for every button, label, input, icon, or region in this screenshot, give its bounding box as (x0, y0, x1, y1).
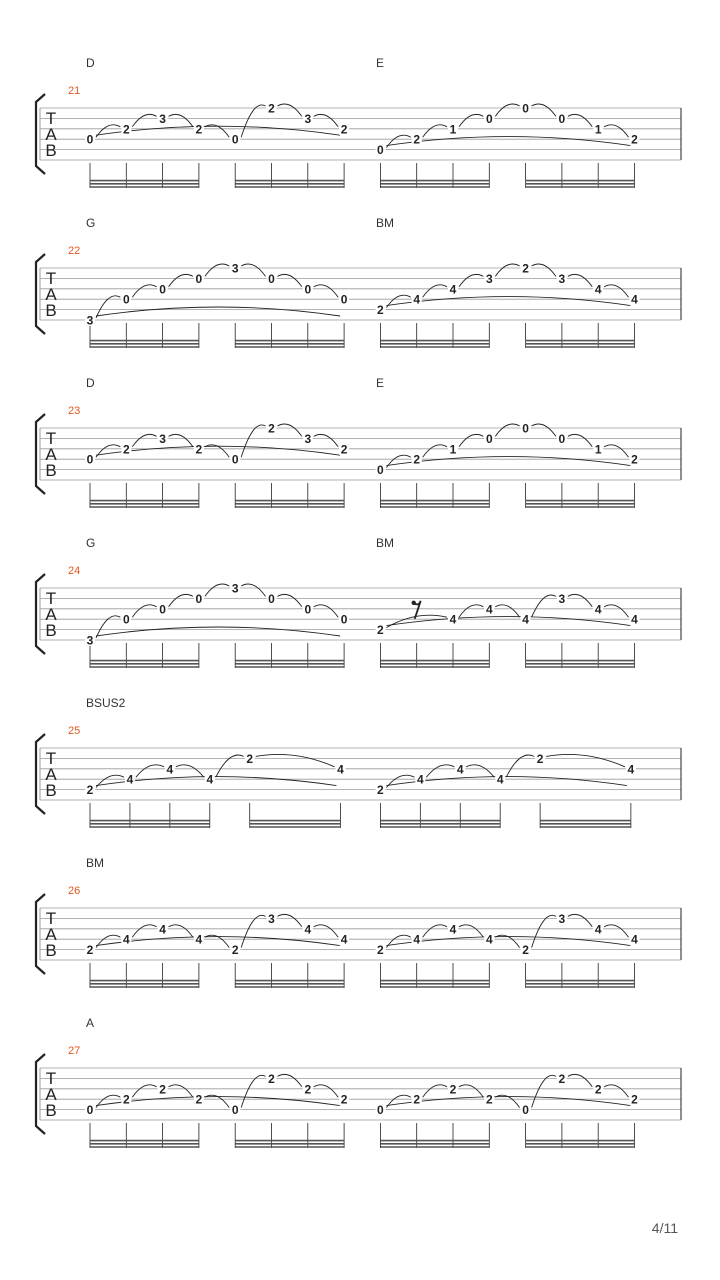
slur (604, 445, 628, 457)
slur (314, 605, 338, 617)
fret-number: 4 (594, 282, 602, 297)
slur (132, 605, 156, 617)
slur (423, 1085, 447, 1097)
fret-number: 1 (594, 442, 602, 457)
fret-number: 0 (485, 111, 493, 126)
slur (241, 915, 265, 947)
slur (169, 434, 193, 446)
slur (278, 104, 302, 116)
fret-number: 3 (558, 271, 566, 286)
fret-number: 0 (268, 591, 275, 606)
slur (314, 285, 338, 297)
chord-name: D (86, 376, 95, 390)
tab-clef-letter: A (45, 765, 57, 784)
slur (568, 914, 592, 926)
slur (423, 125, 447, 137)
fret-number: 0 (122, 292, 130, 307)
bar-number: 24 (68, 565, 81, 577)
fret-number: 2 (231, 943, 239, 958)
slur (205, 584, 229, 596)
fret-number: 2 (268, 1071, 275, 1086)
fret-number: 0 (159, 602, 166, 617)
fret-number: 2 (195, 1092, 203, 1107)
fret-number: 4 (166, 762, 174, 777)
tab-clef-letter: B (45, 141, 57, 160)
fret-number: 3 (86, 313, 94, 328)
chord-name: BM (376, 216, 394, 230)
slur (568, 434, 592, 446)
fret-number: 2 (377, 783, 384, 798)
fret-number: 2 (449, 1082, 457, 1097)
fret-number: 0 (195, 591, 203, 606)
fret-number: 3 (558, 911, 566, 926)
slur (546, 754, 625, 766)
fret-number: 4 (631, 292, 638, 307)
fret-number: 2 (631, 132, 638, 147)
slur (532, 264, 556, 276)
fret-number: 4 (337, 762, 344, 777)
fret-number: 4 (522, 612, 529, 627)
slur (604, 285, 628, 297)
slur (386, 775, 414, 787)
fret-number: 2 (631, 1092, 638, 1107)
chord-name: A (86, 1016, 95, 1030)
fret-number: 0 (485, 431, 493, 446)
fret-number: 4 (449, 922, 457, 937)
fret-number: 3 (86, 633, 94, 648)
fret-number: 1 (449, 122, 457, 137)
bar-number: 23 (68, 405, 81, 417)
tab-clef-letter: B (45, 941, 57, 960)
fret-number: 3 (558, 591, 566, 606)
fret-number: 2 (558, 1071, 566, 1086)
fret-number: 4 (594, 602, 602, 617)
fret-number: 4 (413, 932, 421, 947)
slur (314, 434, 338, 446)
tab-clef-letter: A (45, 605, 57, 624)
fret-number: 4 (122, 932, 130, 947)
slur (96, 775, 124, 787)
fret-number: 0 (340, 612, 348, 627)
fret-number: 0 (159, 282, 166, 297)
tab-clef-letter: A (45, 925, 57, 944)
bar-number: 27 (68, 1045, 81, 1057)
tab-clef-letter: A (45, 445, 57, 464)
let-ring-arc (386, 457, 630, 466)
slur (169, 1085, 193, 1097)
fret-number: 0 (231, 1103, 239, 1118)
slur (386, 1095, 410, 1107)
tab-clef-letter: T (45, 909, 57, 928)
fret-number: 2 (86, 943, 94, 958)
chord-name: D (86, 56, 95, 70)
tab-clef-letter: A (45, 125, 57, 144)
slur (423, 925, 447, 937)
fret-number: 3 (304, 111, 312, 126)
fret-number: 1 (594, 122, 602, 137)
fret-number: 0 (558, 111, 566, 126)
fret-number: 2 (522, 261, 529, 276)
slur (136, 765, 164, 777)
slur (459, 925, 483, 937)
fret-number: 2 (377, 623, 384, 638)
fret-number: 4 (485, 932, 493, 947)
slur (169, 925, 193, 937)
fret-number: 4 (413, 292, 421, 307)
fret-number: 0 (522, 101, 529, 116)
let-ring-arc (96, 446, 340, 455)
slur (495, 424, 519, 436)
fret-number: 2 (594, 1082, 602, 1097)
fret-number: 2 (522, 943, 529, 958)
bar-number: 26 (68, 885, 81, 897)
fret-number: 4 (416, 772, 424, 787)
let-ring-arc (96, 307, 340, 316)
fret-number: 3 (304, 431, 312, 446)
chord-name: G (86, 536, 96, 550)
fret-number: 3 (231, 261, 239, 276)
tab-clef-letter: T (45, 429, 57, 448)
fret-number: 0 (377, 463, 384, 478)
fret-number: 2 (413, 1092, 421, 1107)
fret-number: 0 (231, 452, 239, 467)
chord-name: BM (376, 536, 394, 550)
chord-name: BSUS2 (86, 696, 126, 710)
slur (314, 114, 338, 126)
let-ring-arc (386, 937, 630, 946)
fret-number: 0 (86, 1103, 94, 1118)
slur (532, 915, 556, 947)
fret-number: 2 (122, 122, 130, 137)
fret-number: 0 (558, 431, 566, 446)
slur (169, 114, 193, 126)
fret-number: 2 (340, 122, 348, 137)
fret-number: 4 (195, 932, 203, 947)
slur (241, 1075, 265, 1107)
fret-number: 0 (195, 271, 203, 286)
fret-number: 2 (122, 442, 130, 457)
fret-number: 2 (304, 1082, 312, 1097)
chord-name: E (376, 376, 385, 390)
tab-clef-letter: A (45, 285, 57, 304)
slur (495, 264, 519, 276)
fret-number: 2 (340, 1092, 348, 1107)
slur (532, 104, 556, 116)
slur (604, 1085, 628, 1097)
slur (426, 765, 454, 777)
chord-name: G (86, 216, 96, 230)
fret-number: 0 (304, 282, 312, 297)
let-ring-arc (386, 297, 630, 306)
slur (459, 274, 483, 286)
slur (132, 925, 156, 937)
bar-number: 21 (68, 85, 81, 97)
fret-number: 2 (122, 1092, 130, 1107)
slur (532, 1075, 556, 1107)
fret-number: 1 (449, 442, 457, 457)
fret-number: 3 (485, 271, 493, 286)
fret-number: 4 (456, 762, 464, 777)
let-ring-arc (386, 1097, 630, 1106)
bar-number: 25 (68, 725, 81, 737)
fret-number: 0 (340, 292, 348, 307)
tab-clef-letter: B (45, 461, 57, 480)
slur (459, 1085, 483, 1097)
slur (176, 765, 204, 777)
fret-number: 4 (340, 932, 348, 947)
fret-number: 3 (159, 111, 166, 126)
fret-number: 4 (631, 612, 638, 627)
fret-number: 2 (413, 452, 421, 467)
slur (96, 125, 120, 137)
tab-clef-letter: T (45, 1069, 57, 1088)
fret-number: 2 (485, 1092, 493, 1107)
slur (495, 104, 519, 116)
slur (568, 274, 592, 286)
slur (241, 264, 265, 276)
let-ring-arc (96, 1097, 340, 1106)
fret-number: 4 (159, 922, 166, 937)
fret-number: 0 (522, 1103, 529, 1118)
slur (169, 594, 193, 606)
tab-clef-letter: B (45, 301, 57, 320)
fret-number: 2 (377, 943, 384, 958)
fret-number: 2 (268, 421, 275, 436)
fret-number: 2 (536, 751, 544, 766)
slur (96, 1095, 120, 1107)
fret-number: 4 (627, 762, 635, 777)
slur (132, 285, 156, 297)
fret-number: 4 (594, 922, 602, 937)
rest-dot (412, 601, 416, 605)
fret-number: 2 (268, 101, 275, 116)
slur (241, 584, 265, 596)
fret-number: 2 (195, 442, 203, 457)
slur (96, 445, 120, 457)
let-ring-arc (96, 627, 340, 636)
slur (459, 114, 483, 126)
slur (604, 925, 628, 937)
tab-clef-letter: T (45, 109, 57, 128)
tab-clef-letter: T (45, 749, 57, 768)
fret-number: 2 (377, 303, 384, 318)
slur (568, 114, 592, 126)
let-ring-arc (96, 126, 340, 135)
slur (386, 935, 410, 947)
fret-number: 0 (304, 602, 312, 617)
fret-number: 4 (449, 282, 457, 297)
fret-number: 2 (631, 452, 638, 467)
chord-name: E (376, 56, 385, 70)
slur (314, 1085, 338, 1097)
tab-clef-letter: A (45, 1085, 57, 1104)
slur (568, 1074, 592, 1086)
slur (278, 1074, 302, 1086)
fret-number: 4 (126, 772, 134, 787)
slur (495, 605, 519, 617)
fret-number: 0 (522, 421, 529, 436)
slur (132, 1085, 156, 1097)
fret-number: 0 (377, 143, 384, 158)
slur (604, 125, 628, 137)
slur (278, 914, 302, 926)
fret-number: 3 (231, 581, 239, 596)
fret-number: 4 (631, 932, 638, 947)
slur (604, 605, 628, 617)
fret-number: 0 (377, 1103, 384, 1118)
slur (568, 594, 592, 606)
fret-number: 4 (206, 772, 214, 787)
slur (423, 285, 447, 297)
let-ring-arc (386, 137, 630, 146)
bar-number: 22 (68, 245, 81, 257)
fret-number: 2 (413, 132, 421, 147)
slur (132, 114, 156, 126)
let-ring-arc (386, 617, 630, 626)
slur (278, 424, 302, 436)
fret-number: 3 (268, 911, 275, 926)
fret-number: 2 (159, 1082, 166, 1097)
fret-number: 2 (195, 122, 203, 137)
fret-number: 4 (449, 612, 457, 627)
slur (241, 425, 265, 457)
slur (459, 605, 483, 617)
fret-number: 4 (496, 772, 504, 787)
tab-clef-letter: T (45, 269, 57, 288)
fret-number: 0 (86, 132, 94, 147)
slur (386, 295, 410, 307)
slur (278, 594, 302, 606)
fret-number: 2 (86, 783, 94, 798)
fret-number: 2 (340, 442, 348, 457)
slur (132, 434, 156, 446)
fret-number: 0 (86, 452, 94, 467)
slur (96, 935, 120, 947)
fret-number: 3 (159, 431, 166, 446)
slur (466, 765, 494, 777)
let-ring-arc (96, 937, 340, 946)
tab-clef-letter: B (45, 1101, 57, 1120)
fret-number: 2 (246, 751, 254, 766)
fret-number: 0 (122, 612, 130, 627)
chord-name: BM (86, 856, 104, 870)
slur (169, 274, 193, 286)
slur (459, 434, 483, 446)
slur (386, 135, 410, 147)
slur (241, 105, 265, 137)
slur (205, 264, 229, 276)
tab-clef-letter: T (45, 589, 57, 608)
slur (423, 445, 447, 457)
tab-clef-letter: B (45, 781, 57, 800)
fret-number: 4 (304, 922, 312, 937)
fret-number: 0 (231, 132, 239, 147)
tab-clef-letter: B (45, 621, 57, 640)
slur (278, 274, 302, 286)
slur (386, 455, 410, 467)
slur (532, 424, 556, 436)
fret-number: 4 (485, 602, 493, 617)
slur (256, 754, 335, 766)
slur (314, 925, 338, 937)
page-number: 4/11 (651, 1220, 678, 1236)
fret-number: 0 (268, 271, 275, 286)
